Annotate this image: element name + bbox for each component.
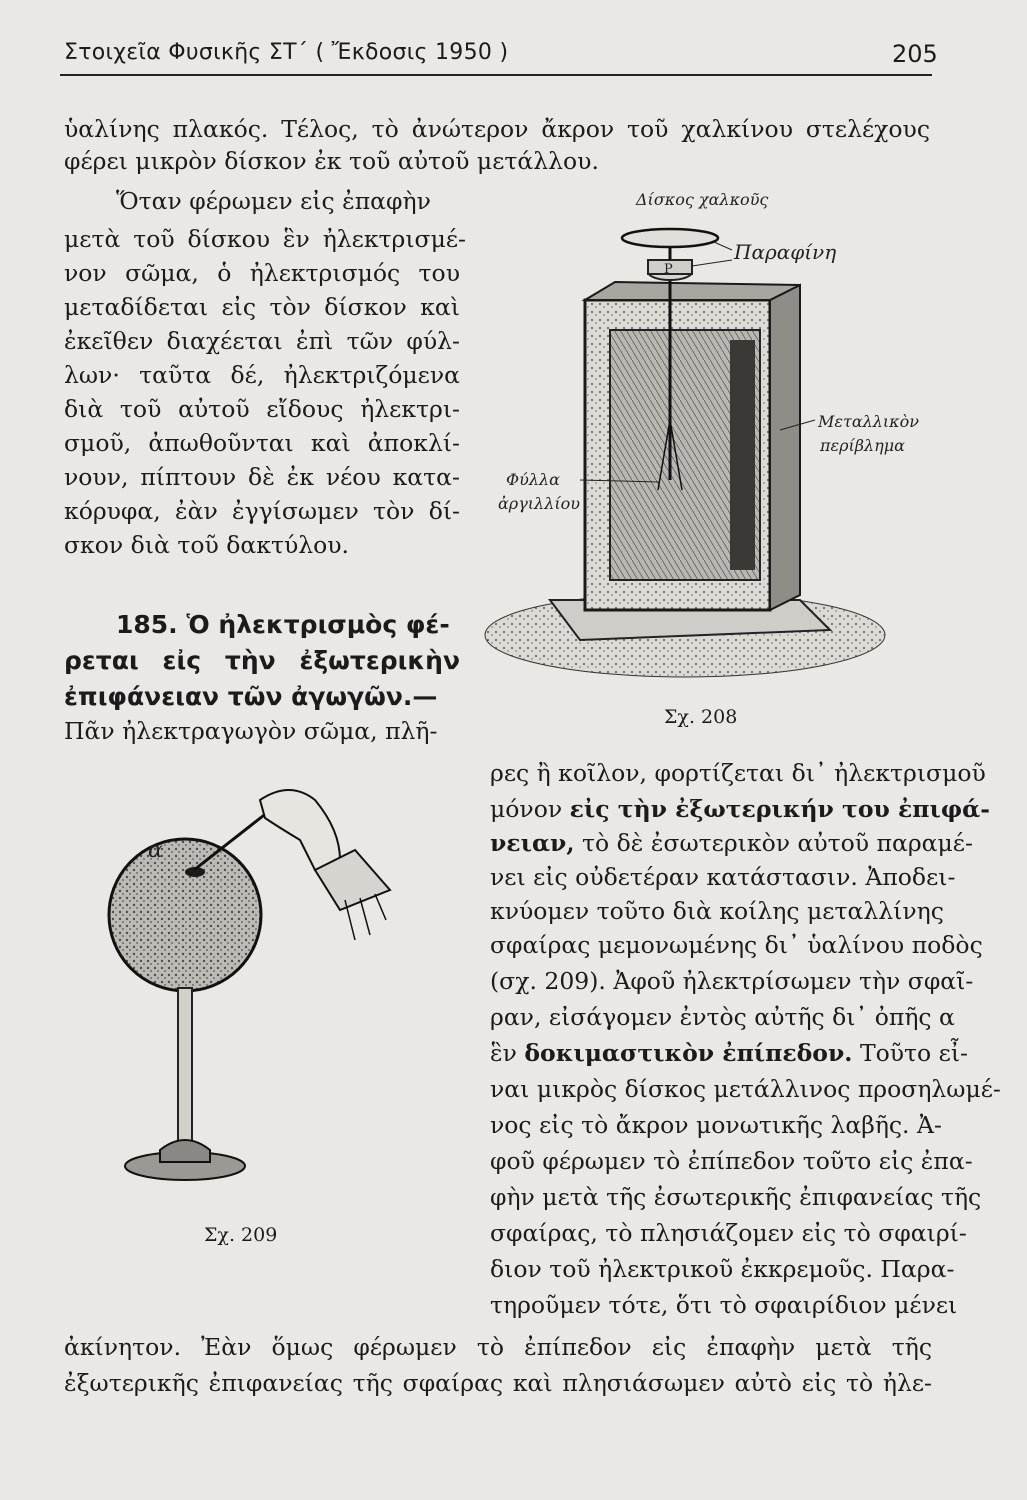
- right-col-line: ναι μικρὸς δίσκος μετάλλινος προσηλωμέ-: [490, 1075, 1001, 1103]
- header-rule: [60, 74, 932, 76]
- figure-208-caption: Σχ. 208: [664, 706, 738, 728]
- label-p-mark: P: [664, 262, 673, 277]
- label-metal-case: περίβλημα: [820, 436, 905, 455]
- left-col-line: νον σῶμα, ὁ ἠλεκτρισμός του: [64, 259, 460, 287]
- left-col-line: ἐκεῖθεν διαχέεται ἐπὶ τῶν φύλ-: [64, 327, 460, 355]
- left-col-line: νουν, πίπτουν δὲ ἐκ νέου κατα-: [64, 463, 460, 491]
- body-line: ἀκίνητον. Ἐὰν ὅμως φέρωμεν τὸ ἐπίπεδον εἰς ἐπαφὴν μετὰ τῆς: [64, 1333, 932, 1361]
- label-paraffin: Παραφίνη: [734, 240, 837, 264]
- right-col-line: σφαίρας, τὸ πλησιάζομεν εἰς τὸ σφαιρί-: [490, 1219, 967, 1247]
- body-line: ὑαλίνης πλακός. Τέλος, τὸ ἀνώτερον ἄκρον τοῦ χαλκίνου στελέχους: [64, 115, 930, 143]
- right-col-line: νος εἰς τὸ ἄκρον μονωτικῆς λαβῆς. Ἀ-: [490, 1111, 942, 1139]
- left-col-line: μετὰ τοῦ δίσκου ἓν ἠλεκτρισμέ-: [64, 225, 466, 253]
- right-col-line: μόνον εἰς τὴν ἐξωτερικήν του ἐπιφά-: [490, 795, 990, 823]
- right-col-line: ραν, εἰσάγομεν ἐντὸς αὐτῆς δι᾽ ὀπῆς α: [490, 1003, 955, 1031]
- section-first-line: Πᾶν ἠλεκτραγωγὸν σῶμα, πλῆ-: [64, 717, 438, 745]
- section-heading-line: ἐπιφάνειαν τῶν ἀγωγῶν.—: [64, 682, 438, 711]
- right-col-line: νειαν, τὸ δὲ ἐσωτερικὸν αὐτοῦ παραμέ-: [490, 829, 973, 857]
- section-heading-line: ρεται εἰς τὴν ἐξωτερικὴν: [64, 646, 460, 675]
- left-col-line: λων· ταῦτα δέ, ἠλεκτριζόμενα: [64, 361, 460, 389]
- left-col-line: κόρυφα, ἐὰν ἐγγίσωμεν τὸν δί-: [64, 497, 460, 525]
- body-line: ἐξωτερικῆς ἐπιφανείας τῆς σφαίρας καὶ πλησιάσωμεν αὐτὸ εἰς τὸ ἠλε-: [64, 1369, 932, 1397]
- right-col-line: ρες ἢ κοῖλον, φορτίζεται δι᾽ ἠλεκτρισμοῦ: [490, 759, 986, 787]
- section-heading-line: 185. Ὁ ἠλεκτρισμὸς φέ-: [116, 610, 450, 639]
- left-col-line: σμοῦ, ἀπωθοῦνται καὶ ἀποκλί-: [64, 429, 460, 457]
- label-metal-case: Μεταλλικὸν: [818, 412, 920, 431]
- right-col-line: κνύομεν τοῦτο διὰ κοίλης μεταλλίνης: [490, 897, 944, 925]
- left-col-line: σκον διὰ τοῦ δακτύλου.: [64, 531, 350, 559]
- right-col-line: τηροῦμεν τότε, ὅτι τὸ σφαιρίδιον μένει: [490, 1291, 958, 1319]
- right-col-line: ἓν δοκιμαστικὸν ἐπίπεδον. Τοῦτο εἶ-: [490, 1039, 968, 1067]
- left-col-line: διὰ τοῦ αὐτοῦ εἴδους ἠλεκτρι-: [64, 395, 460, 423]
- figure-209-caption: Σχ. 209: [204, 1224, 278, 1246]
- body-line: φέρει μικρὸν δίσκον ἐκ τοῦ αὐτοῦ μετάλλου.: [64, 147, 599, 175]
- left-col-line: Ὅταν φέρωμεν εἰς ἐπαφὴν: [116, 187, 431, 215]
- left-col-line: μεταδίδεται εἰς τὸν δίσκον καὶ: [64, 293, 460, 321]
- right-col-line: σφαίρας μεμονωμένης δι᾽ ὑαλίνου ποδὸς: [490, 931, 983, 959]
- right-col-line: φοῦ φέρωμεν τὸ ἐπίπεδον τοῦτο εἰς ἐπα-: [490, 1147, 973, 1175]
- right-col-line: (σχ. 209). Ἀφοῦ ἠλεκτρίσωμεν τὴν σφαῖ-: [490, 967, 974, 995]
- label-leaves: ἀργιλλίου: [498, 494, 580, 513]
- label-disk: Δίσκος χαλκοῦς: [636, 190, 769, 209]
- label-alpha: α: [148, 838, 163, 863]
- right-col-line: διον τοῦ ἠλεκτρικοῦ ἐκκρεμοῦς. Παρα-: [490, 1255, 955, 1283]
- right-col-line: νει εἰς οὐδετέραν κατάστασιν. Ἀποδει-: [490, 863, 956, 891]
- right-col-line: φὴν μετὰ τῆς ἐσωτερικῆς ἐπιφανείας τῆς: [490, 1183, 982, 1211]
- label-leaves: Φύλλα: [506, 470, 560, 489]
- running-title: Στοιχεῖα Φυσικῆς ΣΤ΄ ( Ἔκδοσις 1950 ): [64, 40, 509, 65]
- page-number: 205: [892, 40, 938, 68]
- sphere-figure: [90, 770, 430, 1210]
